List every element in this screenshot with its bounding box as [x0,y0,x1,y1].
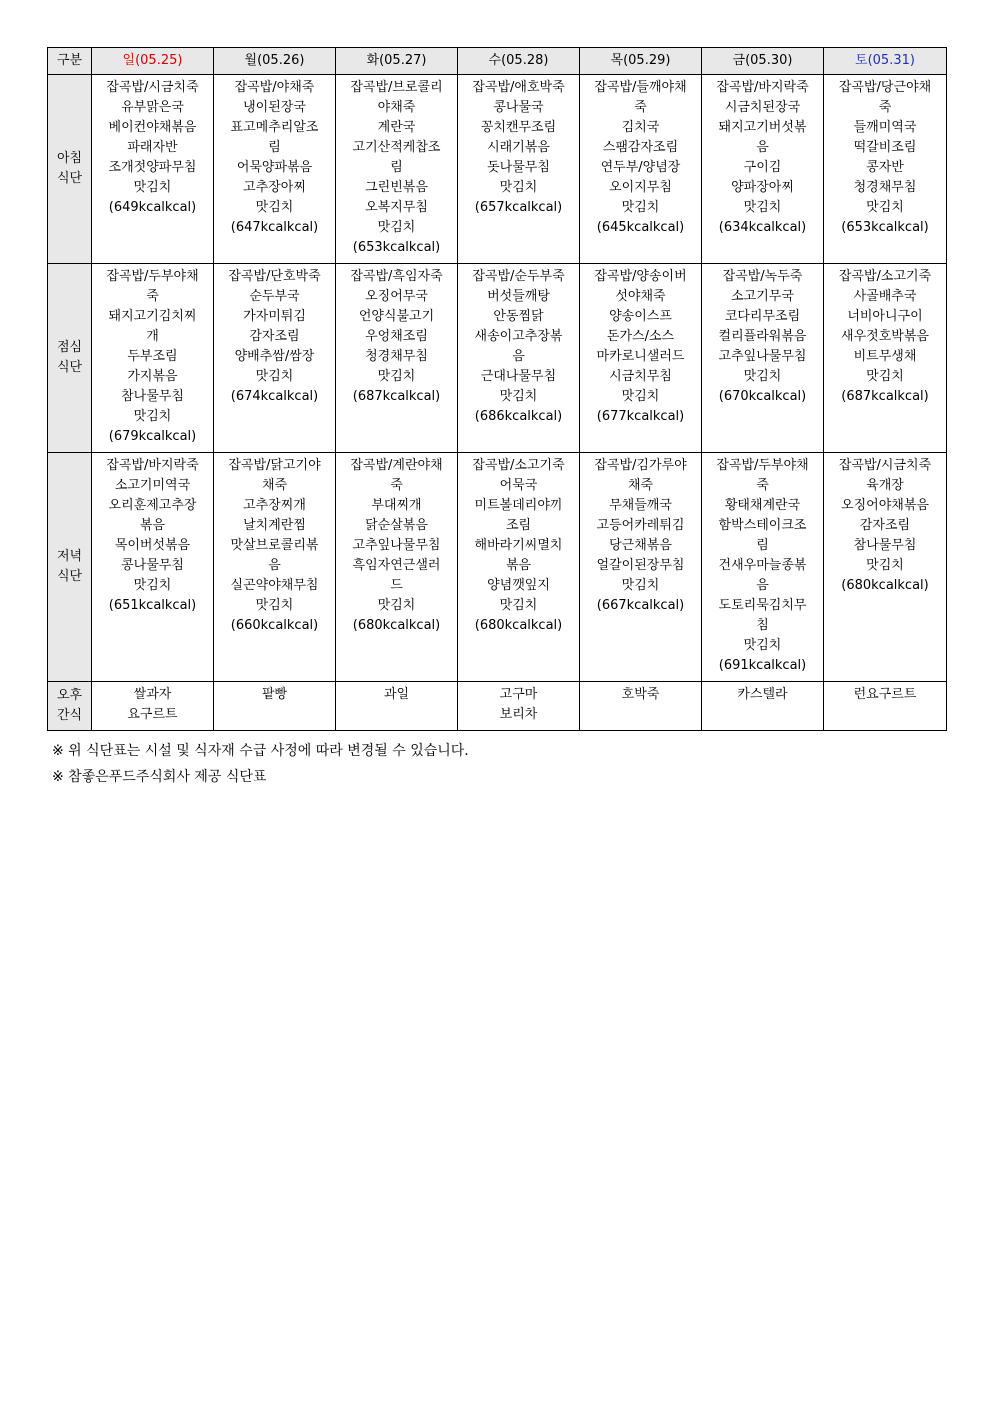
menu-item: 버섯들깨탕 [487,289,550,304]
menu-item: 잡곡밥/당근야채 [838,80,932,95]
menu-item: 맛김치 [377,220,416,235]
menu-item: 연두부/양념장 [600,160,681,175]
menu-item: 스팸감자조림 [602,140,679,155]
menu-item: 드 [390,578,403,593]
menu-item: 비트무생채 [853,349,917,364]
menu-item: (687kcalkcal) [841,389,929,404]
meal-label-line: 오후 [56,688,83,703]
menu-item: 카스텔라 [737,687,788,702]
menu-item: 베이컨야채볶음 [108,120,197,135]
menu-item: 맛김치 [133,409,172,424]
menu-item: 팥빵 [261,687,288,702]
menu-item: 맛김치 [499,389,538,404]
menu-item: 콩나물무침 [121,558,184,573]
menu-item: (679kcalkcal) [108,429,197,444]
menu-item: 오복지무침 [365,200,428,215]
menu-item: 너비아니구이 [847,309,923,324]
menu-item: (653kcalkcal) [841,220,929,235]
menu-item: 잡곡밥/계란야채 [350,458,443,473]
menu-item: 고기산적케찹조 [352,140,441,155]
menu-item: (687kcalkcal) [352,389,441,404]
menu-item: 죽 [756,478,769,493]
menu-item: 콩나물국 [493,100,544,115]
menu-item: 새우젓호박볶음 [841,329,929,344]
header-row [48,48,947,75]
menu-item: 잡곡밥/순두부죽 [472,269,565,284]
menu-item: 고추장찌개 [243,498,306,513]
meal-label-line: 식단 [56,360,83,375]
menu-item: 잡곡밥/단호박죽 [228,269,321,284]
meal-row [48,682,947,731]
menu-item: 얼갈이된장무침 [596,558,685,573]
menu-item: 조림 [505,518,532,533]
menu-item: 어묵국 [499,478,538,493]
menu-item: 채죽 [627,478,654,493]
menu-item: 무채들깨국 [609,498,672,513]
menu-item: (645kcalkcal) [596,220,685,235]
menu-item: 쌀과자 [133,687,172,702]
menu-item: (670kcalkcal) [718,389,807,404]
menu-item: 죽 [878,100,892,115]
menu-item: 음 [268,558,281,573]
menu-item: 맛김치 [499,180,538,195]
menu-cell [92,75,214,264]
meal-plan-table [47,47,947,731]
menu-item: 과일 [383,687,410,702]
menu-item: 요구르트 [127,707,178,722]
menu-item: 시래기볶음 [487,140,550,155]
menu-item: 맛김치 [377,369,416,384]
menu-cell [824,682,947,731]
menu-item: (680kcalkcal) [352,618,441,633]
menu-cell [702,264,824,453]
menu-item: 육개장 [866,478,904,493]
menu-item: 순두부국 [249,289,300,304]
menu-item: 계란국 [377,120,416,135]
menu-cell [336,264,458,453]
menu-item: 닭순살볶음 [365,518,428,533]
menu-item: (657kcalkcal) [474,200,563,215]
menu-item: 죽 [146,289,159,304]
menu-item: 림 [756,538,769,553]
day-header: 월(05.26) [214,48,336,75]
menu-item: 어묵양파볶음 [236,160,313,175]
menu-item: 구이김 [743,160,782,175]
meal-row [48,75,947,264]
menu-item: 볶음 [505,558,532,573]
menu-cell [458,75,580,264]
menu-item: 돗나물무침 [487,160,550,175]
menu-item: 도토리묵김치무 [718,598,807,613]
meal-label-line: 식단 [56,171,83,186]
menu-item: 맛김치 [621,389,660,404]
menu-cell [336,75,458,264]
menu-item: 맛김치 [743,369,782,384]
menu-item: 맛김치 [255,200,294,215]
menu-item: 런요구르트 [853,687,917,702]
menu-item: 맛김치 [866,369,904,384]
menu-item: 새송이고추장볶 [474,329,563,344]
menu-item: (660kcalkcal) [230,618,319,633]
menu-item: 황태채계란국 [724,498,801,513]
menu-item: 맛김치 [255,598,294,613]
menu-item: 돼지고기김치찌 [108,309,197,324]
menu-item: 잡곡밥/소고기죽 [838,269,932,284]
menu-cell [702,75,824,264]
menu-cell [702,682,824,731]
menu-item: 날치계란찜 [243,518,306,533]
menu-item: 맛김치 [743,200,782,215]
menu-item: 음 [512,349,525,364]
menu-item: 가자미튀김 [243,309,306,324]
menu-item: (651kcalkcal) [108,598,197,613]
meal-label-line: 점심 [56,340,83,355]
menu-item: 섯야채죽 [615,289,666,304]
menu-item: 잡곡밥/소고기죽 [472,458,565,473]
menu-item: 잡곡밥/브로콜리 [350,80,443,95]
menu-item: 참나물무침 [853,538,917,553]
menu-item: 시금치무침 [609,369,672,384]
menu-item: 잡곡밥/시금치죽 [106,80,199,95]
menu-item: 침 [756,618,769,633]
menu-cell [214,75,336,264]
menu-item: 떡갈비조림 [853,140,917,155]
menu-item: 사골배추국 [853,289,917,304]
menu-cell [336,453,458,682]
menu-item: 잡곡밥/애호박죽 [472,80,565,95]
menu-item: 잡곡밥/두부야채 [716,458,809,473]
menu-item: 감자조림 [859,518,911,533]
menu-item: (680kcalkcal) [841,578,929,593]
menu-item: 맛김치 [255,369,294,384]
menu-item: 우엉채조림 [365,329,428,344]
menu-item: 맛김치 [133,180,172,195]
menu-item: 맛김치 [743,638,782,653]
menu-item: 오리훈제고추장 [108,498,197,513]
menu-item: 고추장아찌 [243,180,306,195]
menu-item: 소고기미역국 [114,478,191,493]
note-change-notice: ※ 위 식단표는 시설 및 식자재 수급 사정에 따라 변경될 수 있습니다. [52,743,469,759]
menu-cell [580,682,702,731]
menu-item: 언양식불고기 [358,309,435,324]
menu-item: 근대나물무침 [480,369,557,384]
menu-item: (649kcalkcal) [108,200,197,215]
menu-item: 참나물무침 [121,389,184,404]
meal-rows [48,75,947,731]
menu-item: (634kcalkcal) [718,220,807,235]
menu-item: (674kcalkcal) [230,389,319,404]
menu-cell [214,682,336,731]
meal-label [48,682,92,731]
menu-item: 잡곡밥/바지락죽 [106,458,199,473]
menu-item: 그린빈볶음 [365,180,428,195]
menu-item: 맛김치 [866,200,904,215]
menu-cell [458,264,580,453]
menu-item: 표고메추리알조 [230,120,319,135]
menu-item: 림 [390,160,403,175]
menu-item: 양념깻잎지 [487,578,550,593]
meal-label [48,453,92,682]
menu-item: (647kcalkcal) [230,220,319,235]
menu-item: 맛김치 [866,558,904,573]
menu-item: 고등어카레튀김 [596,518,685,533]
meal-label-line: 아침 [56,151,83,166]
menu-item: 잡곡밥/시금치죽 [838,458,932,473]
menu-item: 가지볶음 [127,369,178,384]
menu-item: 오이지무침 [609,180,672,195]
menu-item: 해바라기씨멸치 [474,538,563,553]
menu-item: 마카로니샐러드 [596,349,685,364]
menu-cell [702,453,824,682]
menu-item: 건새우마늘종볶 [718,558,807,573]
menu-item: 목이버섯볶음 [114,538,191,553]
menu-item: 잡곡밥/녹두죽 [722,269,803,284]
menu-item: 맛김치 [499,598,538,613]
menu-item: 돈가스/소스 [606,329,675,344]
menu-item: 유부맑은국 [121,100,184,115]
menu-item: 소고기무국 [731,289,794,304]
menu-item: 컬리플라워볶음 [718,329,807,344]
meal-label [48,264,92,453]
day-header: 일(05.25) [92,48,214,75]
day-header: 토(05.31) [824,48,947,75]
menu-item: 잡곡밥/양송이버 [594,269,687,284]
day-header: 목(05.29) [580,48,702,75]
menu-cell [824,453,947,682]
menu-item: 시금치된장국 [724,100,801,115]
menu-item: 음 [756,140,769,155]
menu-item: (677kcalkcal) [596,409,685,424]
menu-item: 잡곡밥/두부야채 [106,269,199,284]
menu-item: 채죽 [261,478,288,493]
meal-label-line: 간식 [56,708,83,723]
menu-cell [580,264,702,453]
meal-label-line: 저녁 [56,549,83,564]
menu-item: 야채죽 [377,100,416,115]
menu-item: 청경채무침 [853,180,917,195]
menu-item: 음 [756,578,769,593]
menu-item: 맛살브로콜리볶 [230,538,319,553]
menu-item: 양배추쌈/쌈장 [234,349,315,364]
menu-item: 잡곡밥/들깨야채 [594,80,687,95]
menu-item: 오징어무국 [365,289,428,304]
menu-item: 맛김치 [377,598,416,613]
menu-item: 흑임자연근샐러 [352,558,441,573]
menu-item: 맛김치 [133,578,172,593]
menu-item: 돼지고기버섯볶 [718,120,807,135]
menu-cell [92,453,214,682]
menu-cell [824,75,947,264]
menu-item: (667kcalkcal) [596,598,685,613]
menu-cell [92,264,214,453]
day-header: 수(05.28) [458,48,580,75]
menu-cell [92,682,214,731]
meal-row [48,453,947,682]
menu-item: (680kcalkcal) [474,618,563,633]
menu-item: 고추잎나물무침 [718,349,807,364]
menu-item: 꽁치캔무조림 [480,120,557,135]
menu-cell [458,453,580,682]
menu-item: 안동찜닭 [493,309,544,324]
meal-row [48,264,947,453]
menu-item: 호박죽 [621,687,660,702]
menu-item: 보리차 [499,707,538,722]
menu-item: (691kcalkcal) [718,658,807,673]
day-header: 금(05.30) [702,48,824,75]
menu-item: 조개젓양파무침 [108,160,197,175]
menu-item: 실곤약야채무침 [230,578,319,593]
menu-item: 두부조림 [127,349,178,364]
menu-item: 코다리무조림 [724,309,801,324]
menu-item: 냉이된장국 [243,100,306,115]
menu-cell [824,264,947,453]
menu-item: 양파장아찌 [731,180,794,195]
menu-item: 죽 [390,478,403,493]
menu-item: 잡곡밥/김가루야 [594,458,687,473]
menu-cell [458,682,580,731]
menu-item: 볶음 [139,518,166,533]
meal-label-line: 식단 [56,569,83,584]
meal-label [48,75,92,264]
menu-item: 잡곡밥/닭고기야 [228,458,321,473]
menu-item: 콩자반 [866,160,904,175]
menu-cell [214,453,336,682]
menu-item: 부대찌개 [371,498,422,513]
menu-item: 미트볼데리야끼 [474,498,563,513]
menu-item: 잡곡밥/야채죽 [234,80,315,95]
menu-item: 맛김치 [621,578,660,593]
menu-item: 김치국 [621,120,660,135]
menu-item: 개 [146,329,159,344]
menu-item: 파래자반 [127,140,178,155]
menu-item: 양송이스프 [609,309,672,324]
menu-item: 잡곡밥/흑임자죽 [350,269,443,284]
menu-item: 잡곡밥/바지락죽 [716,80,809,95]
menu-item: 맛김치 [621,200,660,215]
menu-item: 청경채무침 [365,349,428,364]
menu-item: 들깨미역국 [853,120,917,135]
menu-item: 고추잎나물무침 [352,538,441,553]
menu-item: (653kcalkcal) [352,240,441,255]
menu-cell [580,75,702,264]
menu-item: (686kcalkcal) [474,409,563,424]
menu-item: 당근채볶음 [609,538,672,553]
notes [52,738,469,790]
menu-item: 오징어야채볶음 [841,498,929,513]
menu-cell [580,453,702,682]
note-provider: ※ 참좋은푸드주식회사 제공 식단표 [52,769,267,785]
menu-cell [214,264,336,453]
menu-item: 함박스테이크조 [718,518,807,533]
menu-item: 죽 [634,100,647,115]
menu-item: 림 [268,140,281,155]
day-header: 화(05.27) [336,48,458,75]
corner-label: 구분 [48,48,92,75]
menu-item: 감자조림 [249,329,300,344]
menu-item: 고구마 [499,687,538,702]
menu-cell [336,682,458,731]
